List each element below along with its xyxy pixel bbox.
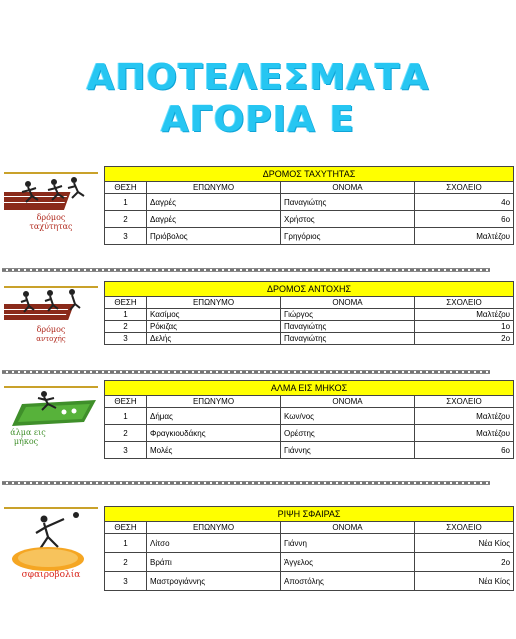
col-header-pos: ΘΕΣΗ xyxy=(105,396,147,408)
icon-caption: αντοχής xyxy=(36,335,66,343)
cell-name: Ορέστης xyxy=(281,425,415,442)
cell-school: Μαλτέζου xyxy=(415,425,514,442)
cell-surname: Κασίμος xyxy=(147,309,281,321)
cell-surname: Μαστρογιάννης xyxy=(147,572,281,591)
event-title: ΑΛΜΑ ΕΙΣ ΜΗΚΟΣ xyxy=(105,381,514,396)
cell-surname: Δελής xyxy=(147,333,281,345)
cell-surname: Πριόβολος xyxy=(147,228,281,245)
table-row xyxy=(105,194,514,211)
results-table-endurance xyxy=(104,281,514,345)
cell-name: Αποστόλης xyxy=(281,572,415,591)
col-header-surname: ΕΠΩΝΥΜΟ xyxy=(147,396,281,408)
col-header-school: ΣΧΟΛΕΙΟ xyxy=(415,182,514,194)
icon-caption: δρόμος xyxy=(36,325,66,334)
cell-school: 6ο xyxy=(415,211,514,228)
cell-name: Άγγελος xyxy=(281,553,415,572)
table-row xyxy=(105,442,514,459)
table-row xyxy=(105,553,514,572)
results-table-shot-put xyxy=(104,506,514,591)
cell-school: Νέα Κίος xyxy=(415,572,514,591)
cell-name: Παναγιώτης xyxy=(281,194,415,211)
cell-pos: 1 xyxy=(105,534,147,553)
col-header-school: ΣΧΟΛΕΙΟ xyxy=(415,396,514,408)
cell-pos: 1 xyxy=(105,194,147,211)
icon-caption: άλμα εις xyxy=(10,428,46,437)
cell-name: Παναγιώτης xyxy=(281,321,415,333)
cell-pos: 2 xyxy=(105,553,147,572)
icon-caption: σφαιροβολία xyxy=(21,570,81,580)
col-header-pos: ΘΕΣΗ xyxy=(105,522,147,534)
results-table-long-jump xyxy=(104,380,514,459)
cell-school: Μαλτέζου xyxy=(415,309,514,321)
cell-surname: Δήμας xyxy=(147,408,281,425)
col-header-name: ΟΝΟΜΑ xyxy=(281,182,415,194)
cell-name: Γιώργος xyxy=(281,309,415,321)
cell-school: 1ο xyxy=(415,321,514,333)
table-row xyxy=(105,534,514,553)
page-title-line-1: ΑΠΟΤΕΛΕΣΜΑΤΑ xyxy=(86,57,430,98)
col-header-pos: ΘΕΣΗ xyxy=(105,297,147,309)
icon-caption: ταχύτητας xyxy=(29,222,73,231)
cell-name: Γιάννη xyxy=(281,534,415,553)
table-row xyxy=(105,228,514,245)
event-title: ΔΡΟΜΟΣ ΑΝΤΟΧΗΣ xyxy=(105,282,514,297)
event-title: ΔΡΟΜΟΣ ΤΑΧΥΤΗΤΑΣ xyxy=(105,167,514,182)
cell-pos: 3 xyxy=(105,228,147,245)
cell-name: Γρηγόριος xyxy=(281,228,415,245)
cell-surname: Φραγκιουδάκης xyxy=(147,425,281,442)
results-table-sprint xyxy=(104,166,514,245)
col-header-pos: ΘΕΣΗ xyxy=(105,182,147,194)
cell-school: 2ο xyxy=(415,333,514,345)
cell-pos: 1 xyxy=(105,408,147,425)
table-row xyxy=(105,572,514,591)
cell-school: 2ο xyxy=(415,553,514,572)
col-header-school: ΣΧΟΛΕΙΟ xyxy=(415,522,514,534)
cell-school: Μαλτέζου xyxy=(415,408,514,425)
cell-surname: Δαγρές xyxy=(147,194,281,211)
table-row xyxy=(105,321,514,333)
col-header-school: ΣΧΟΛΕΙΟ xyxy=(415,297,514,309)
page-title-line-2: ΑΓΟΡΙΑ Ε xyxy=(160,99,356,140)
cell-pos: 2 xyxy=(105,211,147,228)
section-divider xyxy=(2,268,490,272)
cell-name: Παναγιώτης xyxy=(281,333,415,345)
event-title: ΡΙΨΗ ΣΦΑΙΡΑΣ xyxy=(105,507,514,522)
col-header-surname: ΕΠΩΝΥΜΟ xyxy=(147,297,281,309)
table-row xyxy=(105,309,514,321)
cell-surname: Λίτσο xyxy=(147,534,281,553)
cell-pos: 3 xyxy=(105,333,147,345)
cell-pos: 1 xyxy=(105,309,147,321)
col-header-name: ΟΝΟΜΑ xyxy=(281,522,415,534)
col-header-name: ΟΝΟΜΑ xyxy=(281,297,415,309)
icon-caption: μήκος xyxy=(13,437,39,446)
cell-school: Μαλτέζου xyxy=(415,228,514,245)
cell-name: Γιάννης xyxy=(281,442,415,459)
sprint-runners-icon xyxy=(4,166,98,232)
col-header-name: ΟΝΟΜΑ xyxy=(281,396,415,408)
cell-surname: Μολές xyxy=(147,442,281,459)
section-divider xyxy=(2,370,490,374)
table-row xyxy=(105,408,514,425)
cell-pos: 2 xyxy=(105,425,147,442)
table-row xyxy=(105,333,514,345)
table-row xyxy=(105,211,514,228)
section-divider xyxy=(2,481,490,485)
cell-school: Νέα Κίος xyxy=(415,534,514,553)
cell-surname: Δαγρές xyxy=(147,211,281,228)
col-header-surname: ΕΠΩΝΥΜΟ xyxy=(147,522,281,534)
cell-surname: Βράπι xyxy=(147,553,281,572)
cell-pos: 3 xyxy=(105,572,147,591)
cell-pos: 2 xyxy=(105,321,147,333)
cell-pos: 3 xyxy=(105,442,147,459)
cell-school: 6ο xyxy=(415,442,514,459)
col-header-surname: ΕΠΩΝΥΜΟ xyxy=(147,182,281,194)
endurance-runners-icon xyxy=(4,282,98,348)
table-row xyxy=(105,425,514,442)
cell-name: Κων/νος xyxy=(281,408,415,425)
shot-put-icon xyxy=(4,503,98,587)
long-jump-icon xyxy=(4,382,98,448)
cell-school: 4ο xyxy=(415,194,514,211)
icon-caption: δρόμος xyxy=(36,213,66,222)
cell-surname: Ρόκιζας xyxy=(147,321,281,333)
cell-name: Χρήστος xyxy=(281,211,415,228)
